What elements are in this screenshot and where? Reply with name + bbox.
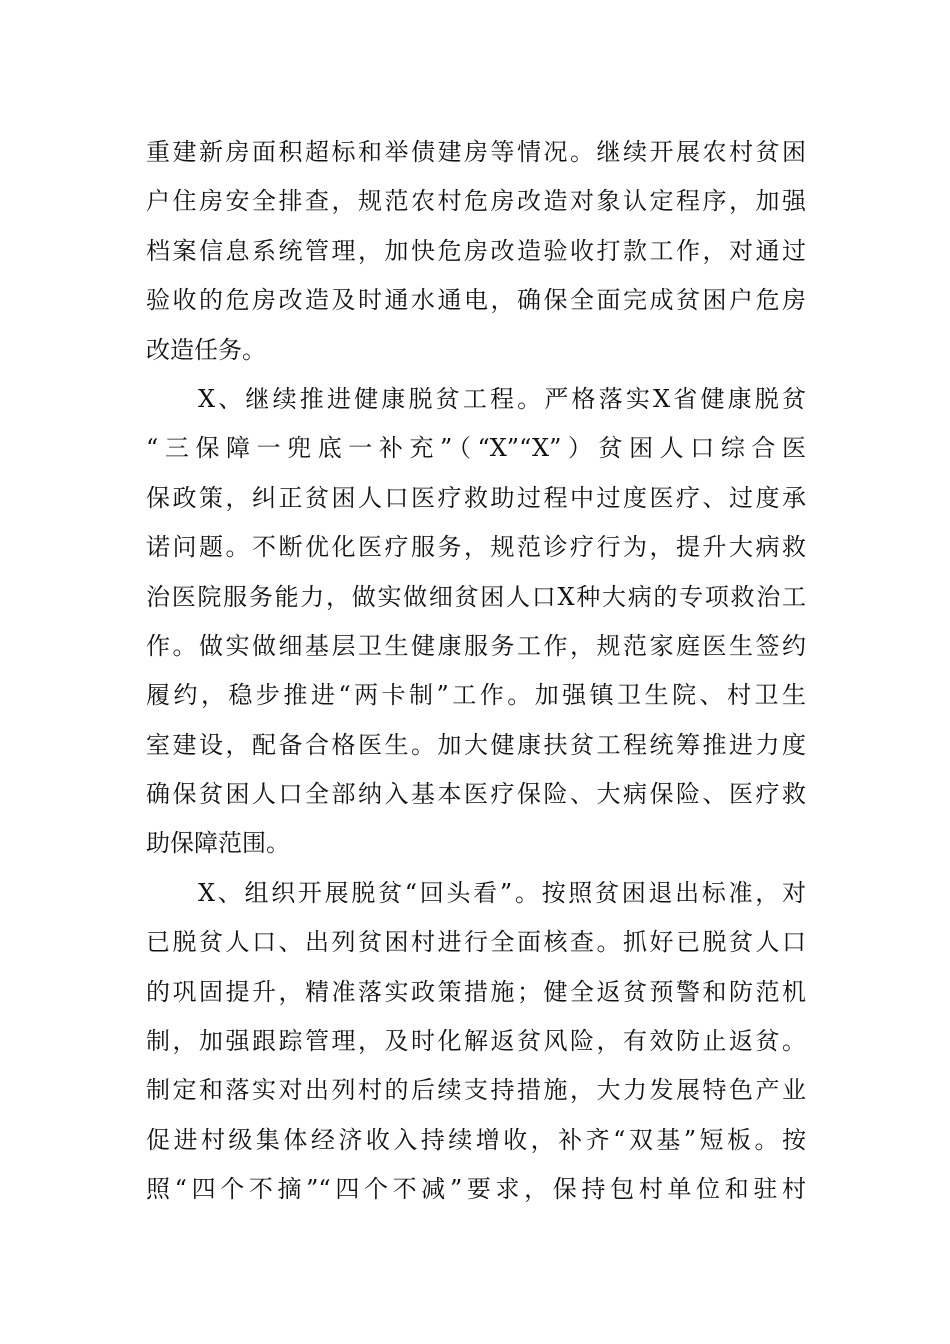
text-line: 制，加强跟踪管理，及时化解返贫风险，有效防止返贫。 (146, 1027, 806, 1056)
text-line: 室建设，配备合格医生。加大健康扶贫工程统筹推进力度 (146, 730, 806, 759)
text-line: 助保障范围。 (146, 829, 290, 858)
text-line: 改造任务。 (146, 335, 266, 364)
document-body (146, 128, 806, 1215)
text-line: 验收的危房改造及时通水通电，确保全面完成贫困户危房 (146, 286, 806, 315)
text-line: 诺问题。不断优化医疗服务，规范诊疗行为，提升大病救 (146, 533, 806, 562)
text-line: 确保贫困人口全部纳入基本医疗保险、大病保险、医疗救 (146, 780, 806, 809)
text-line: 促进村级集体经济收入持续增收，补齐“双基”短板。按 (146, 1125, 806, 1154)
text-line: 档案信息系统管理，加快危房改造验收打款工作，对通过 (146, 236, 806, 265)
text-line: 保政策，纠正贫困人口医疗救助过程中过度医疗、过度承 (146, 483, 806, 512)
text-line: 已脱贫人口、出列贫困村进行全面核查。抓好已脱贫人口 (146, 928, 806, 957)
text-line: 履约，稳步推进“两卡制”工作。加强镇卫生院、村卫生 (146, 681, 806, 710)
text-line: 重建新房面积超标和举债建房等情况。继续开展农村贫困 (146, 138, 806, 166)
paragraph-heading-line: X、组织开展脱贫“回头看”。按照贫困退出标准，对 (198, 878, 806, 907)
text-line: 治医院服务能力，做实做细贫困人口X种大病的专项救治工 (146, 582, 806, 611)
text-line: 作。做实做细基层卫生健康服务工作，规范家庭医生签约 (146, 631, 806, 660)
text-line: 制定和落实对出列村的后续支持措施，大力发展特色产业 (146, 1076, 806, 1105)
text-line: “三保障一兜底一补充”（“X”“X”）贫困人口综合医 (146, 434, 806, 463)
text-line: 的巩固提升，精准落实政策措施；健全返贫预警和防范机 (146, 977, 806, 1006)
paragraph-heading-line: X、继续推进健康脱贫工程。严格落实X省健康脱贫 (198, 384, 806, 413)
text-line: 照“四个不摘”“四个不减”要求，保持包村单位和驻村 (146, 1175, 806, 1204)
text-line: 户住房安全排查，规范农村危房改造对象认定程序，加强 (146, 187, 806, 216)
